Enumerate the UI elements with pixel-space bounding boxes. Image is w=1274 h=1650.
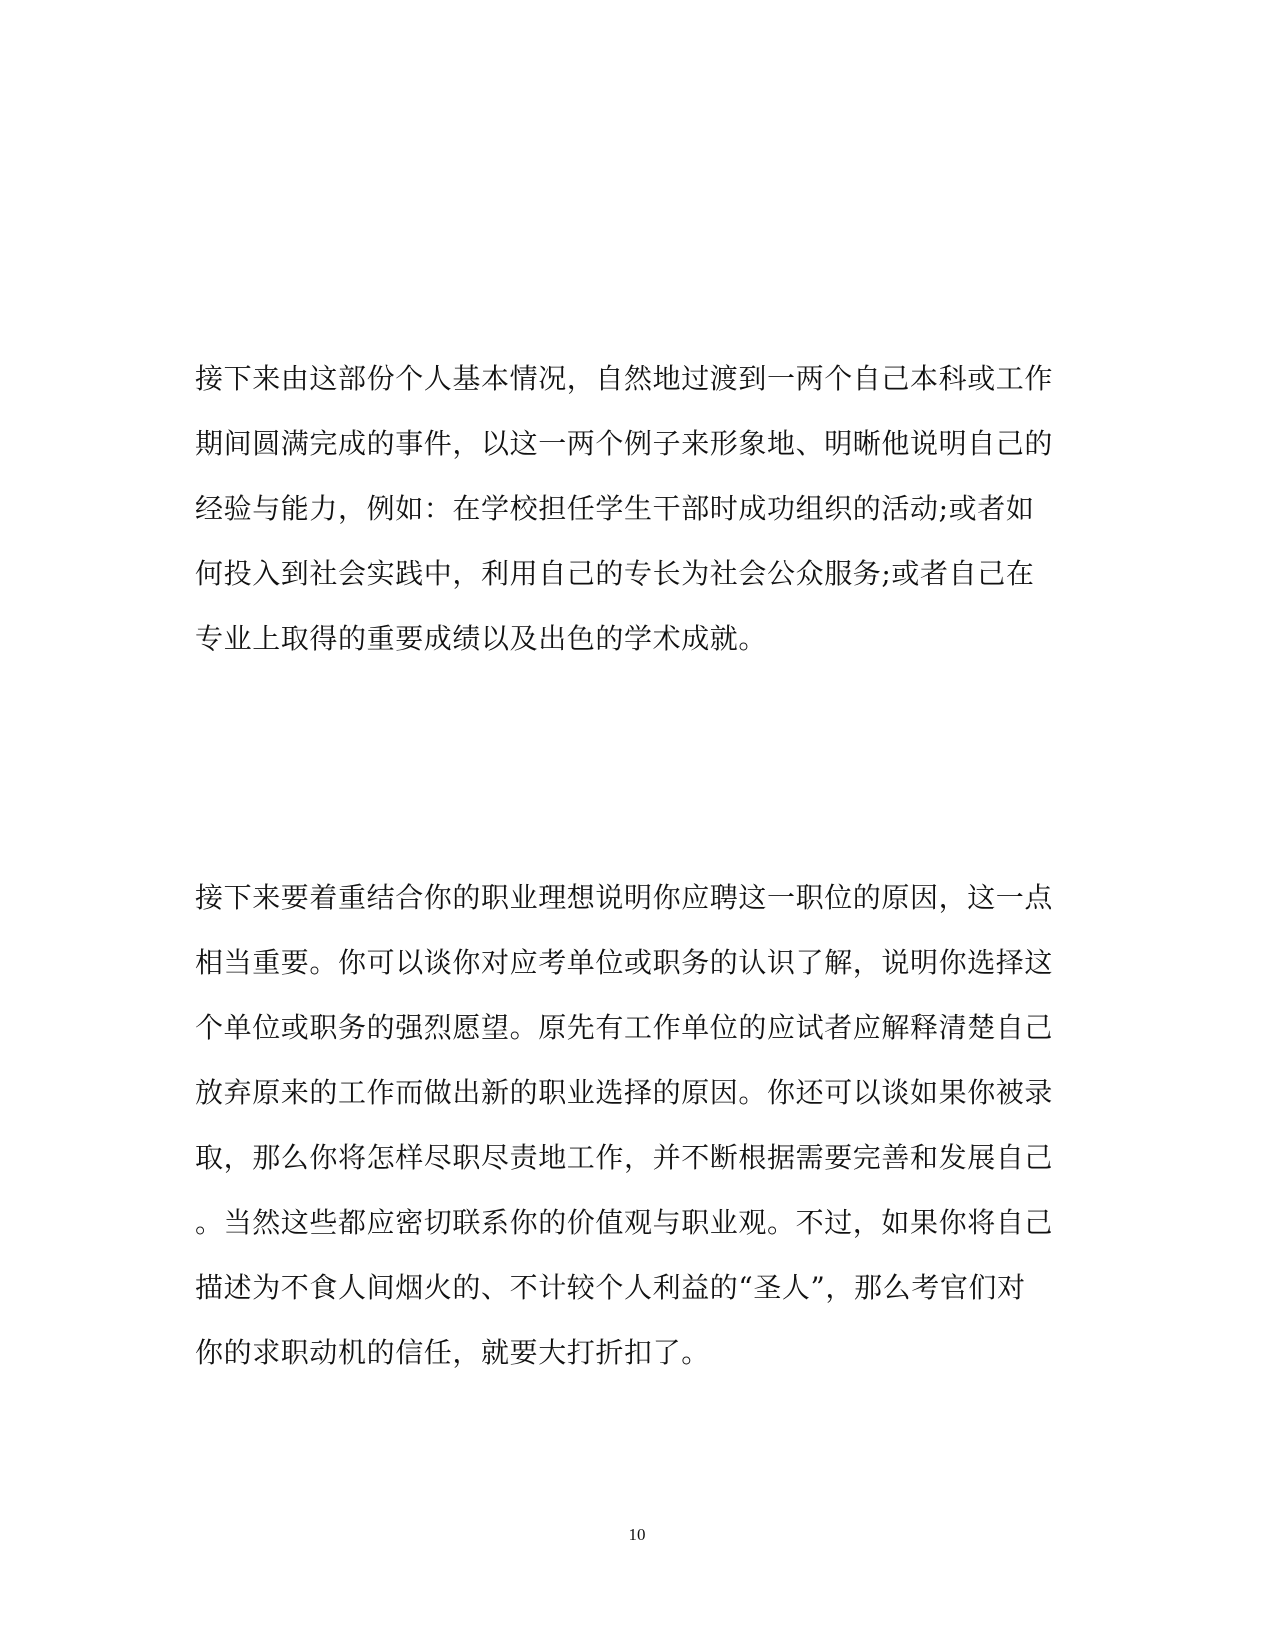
paragraph-line: 。当然这些都应密切联系你的价值观与职业观。不过，如果你将自己 — [195, 1206, 1054, 1239]
paragraph-line: 你的求职动机的信任，就要大打折扣了。 — [195, 1336, 710, 1369]
paragraph-line: 相当重要。你可以谈你对应考单位或职务的认识了解，说明你选择这 — [195, 946, 1054, 979]
paragraph-line: 个单位或职务的强烈愿望。原先有工作单位的应试者应解释清楚自己 — [195, 1011, 1054, 1044]
page-number: 10 — [628, 1525, 646, 1544]
paragraph-line: 接下来由这部份个人基本情况，自然地过渡到一两个自己本科或工作 — [195, 362, 1054, 395]
paragraph-line: 取，那么你将怎样尽职尽责地工作，并不断根据需要完善和发展自己 — [195, 1141, 1054, 1174]
paragraph-line: 何投入到社会实践中，利用自己的专长为社会公众服务;或者自己在 — [195, 557, 1035, 590]
paragraph-line: 放弃原来的工作而做出新的职业选择的原因。你还可以谈如果你被录 — [195, 1076, 1054, 1109]
paragraph-line: 专业上取得的重要成绩以及出色的学术成就。 — [195, 622, 768, 655]
paragraph-line: 经验与能力，例如：在学校担任学生干部时成功组织的活动;或者如 — [195, 492, 1035, 525]
paragraph-line: 描述为不食人间烟火的、不计较个人利益的“圣人”，那么考官们对 — [195, 1271, 1026, 1304]
paragraph-line: 期间圆满完成的事件，以这一两个例子来形象地、明晰他说明自己的 — [195, 427, 1054, 460]
paragraph-line: 接下来要着重结合你的职业理想说明你应聘这一职位的原因，这一点 — [195, 881, 1054, 914]
